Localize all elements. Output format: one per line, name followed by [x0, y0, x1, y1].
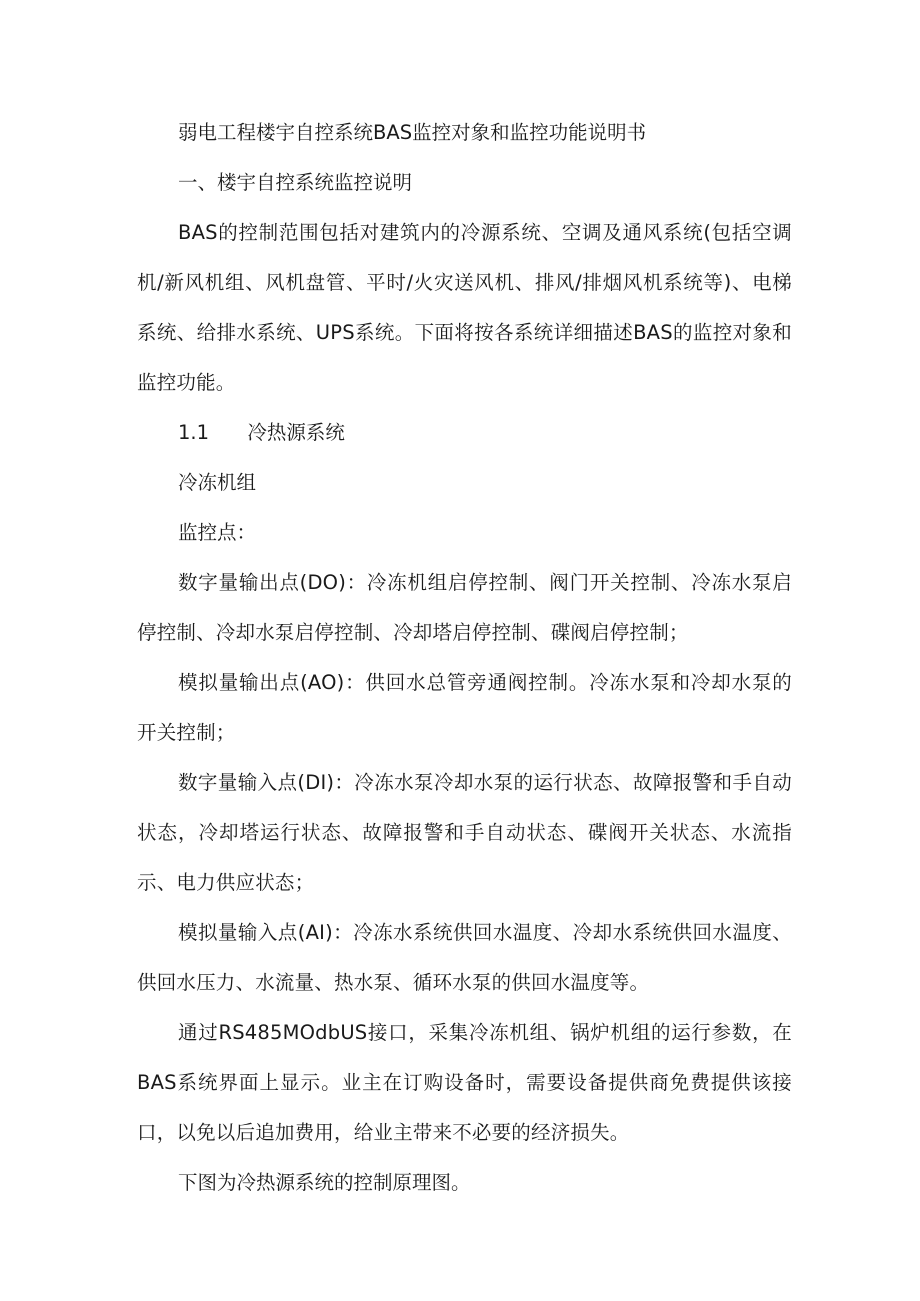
do-paragraph: 数字量输出点(DO)：冷冻机组启停控制、阀门开关控制、冷冻水泵启停控制、冷却水泵启停控制、冷却塔启停控制、碟阀启停控制； [137, 571, 792, 644]
section-heading: 一、楼宇自控系统监控说明 [178, 171, 413, 194]
points-label: 监控点： [178, 521, 257, 544]
subsection-heading [178, 408, 345, 458]
subsection-number: 1.1 [178, 421, 210, 444]
equipment-label: 冷冻机组 [178, 471, 257, 494]
di-paragraph: 数字量输入点(DI)：冷冻水泵冷却水泵的运行状态、故障报警和手自动状态，冷却塔运行状态、故障报警和手自动状态、碟阀开关状态、水流指示、电力供应状态； [137, 771, 792, 894]
ao-paragraph-block [137, 658, 792, 758]
ai-paragraph-block [137, 908, 792, 1008]
intro-paragraph-block [137, 208, 792, 408]
modbus-paragraph-block [137, 1008, 792, 1158]
do-paragraph-block [137, 558, 792, 658]
ao-paragraph: 模拟量输出点(AO)：供回水总管旁通阀控制。冷冻水泵和冷却水泵的开关控制； [137, 671, 792, 744]
modbus-paragraph: 通过RS485MOdbUS接口，采集冷冻机组、锅炉机组的运行参数，在BAS系统界面上显示。业主在订购设备时，需要设备提供商免费提供该接口，以免以后追加费用，给业主带来不必要的经济损失。 [137, 1021, 792, 1144]
subsection-title: 冷热源系统 [247, 421, 345, 444]
document-title: 弱电工程楼宇自控系统BAS监控对象和监控功能说明书 [178, 121, 647, 144]
di-paragraph-block [137, 758, 792, 908]
diagram-caption: 下图为冷热源系统的控制原理图。 [178, 1171, 471, 1194]
ai-paragraph: 模拟量输入点(AI)：冷冻水系统供回水温度、冷却水系统供回水温度、供回水压力、水流量、热水泵、循环水泵的供回水温度等。 [137, 921, 792, 994]
intro-paragraph: BAS的控制范围包括对建筑内的冷源系统、空调及通风系统(包括空调机/新风机组、风机盘管、平时/火灾送风机、排风/排烟风机系统等)、电梯系统、给排水系统、UPS系统。下面将按各系统详细描述BAS的监控对象和监控功能。 [137, 221, 792, 394]
